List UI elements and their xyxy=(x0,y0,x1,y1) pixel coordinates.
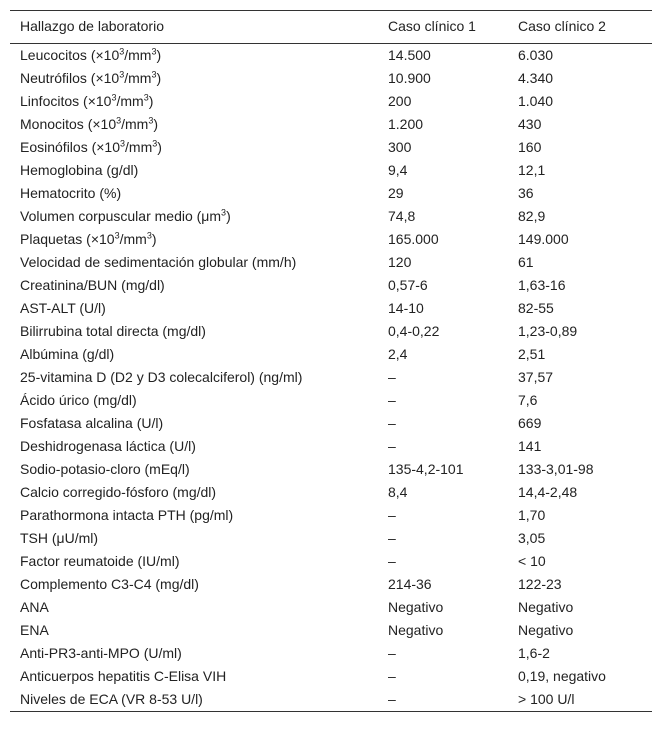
row-label xyxy=(10,688,388,712)
caso-1-value: 165.000 xyxy=(388,231,439,247)
table-row xyxy=(10,159,652,182)
table-row xyxy=(10,642,652,665)
row-label xyxy=(10,297,388,320)
table-row xyxy=(10,205,652,228)
table-row xyxy=(10,412,652,435)
label-superscript: 3 xyxy=(114,230,120,241)
label-text: Anticuerpos hepatitis C-Elisa VIH xyxy=(20,668,227,684)
caso-2-value: Negativo xyxy=(518,622,574,638)
caso-2-value: 1,23-0,89 xyxy=(518,323,578,339)
table-row xyxy=(10,182,652,205)
caso-1-value: – xyxy=(388,530,396,546)
label-superscript: 3 xyxy=(119,69,125,80)
row-label xyxy=(10,389,388,412)
caso-2-value: 6.030 xyxy=(518,47,554,63)
caso-1-value: 29 xyxy=(388,185,404,201)
label-text: Fosfatasa alcalina (U/l) xyxy=(20,415,164,431)
label-tail: ) xyxy=(157,139,162,155)
row-label xyxy=(10,596,388,619)
row-label xyxy=(10,67,388,90)
label-text: Ácido úrico (mg/dl) xyxy=(20,392,137,408)
caso-1-value: 8,4 xyxy=(388,484,408,500)
caso-2-value: < 10 xyxy=(518,553,546,569)
label-unit: /mm xyxy=(121,116,149,132)
label-superscript: 3 xyxy=(111,92,117,103)
label-unit: /mm xyxy=(124,47,152,63)
row-label xyxy=(10,573,388,596)
caso-2-value: 669 xyxy=(518,415,542,431)
caso-2-value: 141 xyxy=(518,438,542,454)
caso-2-value: 1,6-2 xyxy=(518,645,550,661)
table-row xyxy=(10,619,652,642)
caso-1-value: – xyxy=(388,392,396,408)
caso-1-value: 74,8 xyxy=(388,208,416,224)
row-label xyxy=(10,412,388,435)
caso-1-value: 2,4 xyxy=(388,346,408,362)
label-text: ENA xyxy=(20,622,49,638)
label-text: TSH (μU/ml) xyxy=(20,530,99,546)
row-label xyxy=(10,274,388,297)
caso-1-value: 200 xyxy=(388,93,412,109)
label-tail: ) xyxy=(156,47,162,63)
row-label xyxy=(10,343,388,366)
table-body xyxy=(10,44,652,712)
caso-1-value: 0,57-6 xyxy=(388,277,428,293)
caso-1-value: 120 xyxy=(388,254,412,270)
table-row xyxy=(10,274,652,297)
table-row xyxy=(10,228,652,251)
label-superscript: 3 xyxy=(120,138,126,149)
label-text: Leucocitos (×10 xyxy=(20,47,120,63)
caso-2-value: 0,19, negativo xyxy=(518,668,606,684)
caso-1-value: – xyxy=(388,415,396,431)
label-text: Hemoglobina (g/dl) xyxy=(20,162,139,178)
caso-2-value: 61 xyxy=(518,254,534,270)
table-row xyxy=(10,596,652,619)
label-text: Parathormona intacta PTH (pg/ml) xyxy=(20,507,234,523)
label-text: Neutrófilos (×10 xyxy=(20,70,120,86)
label-text: Velocidad de sedimentación globular (mm/h) xyxy=(20,254,297,270)
caso-1-value: 0,4-0,22 xyxy=(388,323,440,339)
caso-1-value: 14-10 xyxy=(388,300,424,316)
caso-1-value: – xyxy=(388,507,396,523)
row-label xyxy=(10,435,388,458)
table-row xyxy=(10,665,652,688)
caso-2-value: 1.040 xyxy=(518,93,554,109)
caso-1-value: – xyxy=(388,553,396,569)
row-label xyxy=(10,113,388,136)
header-caso-2: Caso clínico 2 xyxy=(518,11,652,44)
label-superscript: 3 xyxy=(152,138,158,149)
caso-2-value: > 100 U/l xyxy=(518,688,652,712)
label-tail: ) xyxy=(153,116,159,132)
label-tail: ) xyxy=(148,93,154,109)
table-row xyxy=(10,90,652,113)
table-row xyxy=(10,389,652,412)
caso-2-value: Negativo xyxy=(518,599,574,615)
label-text: Eosinófilos (×10 xyxy=(20,139,121,155)
label-superscript: 3 xyxy=(143,92,149,103)
label-text: Linfocitos (×10 xyxy=(20,93,112,109)
caso-1-value: 135-4,2-101 xyxy=(388,461,464,477)
label-superscript: 3 xyxy=(151,46,157,57)
table-row xyxy=(10,136,652,159)
caso-2-value: 82-55 xyxy=(518,300,554,316)
caso-2-value: 1,70 xyxy=(518,507,546,523)
label-unit: /mm xyxy=(116,93,144,109)
row-label xyxy=(10,44,388,68)
table-row xyxy=(10,458,652,481)
label-text: Factor reumatoide (IU/ml) xyxy=(20,553,180,569)
label-text: Anti-PR3-anti-MPO (U/ml) xyxy=(20,645,182,661)
label-text: Sodio-potasio-cloro (mEq/l) xyxy=(20,461,190,477)
label-text: Hematocrito (%) xyxy=(20,185,122,201)
row-label xyxy=(10,481,388,504)
table-row xyxy=(10,550,652,573)
label-text: Creatinina/BUN (mg/dl) xyxy=(20,277,165,293)
label-unit: /mm xyxy=(124,70,152,86)
table-row xyxy=(10,481,652,504)
row-label xyxy=(10,228,388,251)
caso-2-value: 133-3,01-98 xyxy=(518,461,594,477)
caso-2-value: 122-23 xyxy=(518,576,562,592)
row-label xyxy=(10,90,388,113)
label-tail: ) xyxy=(156,70,162,86)
header-caso-1: Caso clínico 1 xyxy=(388,11,518,44)
caso-1-value: 10.900 xyxy=(388,70,431,86)
caso-1-value: – xyxy=(388,438,396,454)
row-label xyxy=(10,366,388,389)
table-row xyxy=(10,44,652,68)
label-text: Albúmina (g/dl) xyxy=(20,346,115,362)
table-row xyxy=(10,297,652,320)
caso-1-value: – xyxy=(388,645,396,661)
caso-1-value: – xyxy=(388,688,518,712)
caso-2-value: 37,57 xyxy=(518,369,554,385)
caso-2-value: 149.000 xyxy=(518,231,569,247)
row-label xyxy=(10,642,388,665)
label-unit: /mm xyxy=(125,139,153,155)
table-row xyxy=(10,504,652,527)
caso-2-value: 430 xyxy=(518,116,542,132)
caso-1-value: Negativo xyxy=(388,599,444,615)
label-text: Monocitos (×10 xyxy=(20,116,117,132)
lab-table-container xyxy=(10,10,652,712)
caso-1-value: 214-36 xyxy=(388,576,432,592)
row-label xyxy=(10,182,388,205)
caso-2-value: 14,4-2,48 xyxy=(518,484,578,500)
label-text: ANA xyxy=(20,599,49,615)
table-row xyxy=(10,527,652,550)
row-label xyxy=(10,550,388,573)
caso-1-value: 300 xyxy=(388,139,412,155)
table-row xyxy=(10,343,652,366)
row-label xyxy=(10,320,388,343)
caso-1-value: – xyxy=(388,369,396,385)
row-label xyxy=(10,159,388,182)
table-header xyxy=(10,11,652,44)
row-label xyxy=(10,619,388,642)
caso-2-value: 2,51 xyxy=(518,346,546,362)
label-unit: /mm xyxy=(119,231,147,247)
table-row xyxy=(10,366,652,389)
row-label xyxy=(10,136,388,159)
caso-2-value: 160 xyxy=(518,139,542,155)
caso-2-value: 12,1 xyxy=(518,162,546,178)
caso-1-value: – xyxy=(388,668,396,684)
label-superscript: 3 xyxy=(116,115,122,126)
label-text: Deshidrogenasa láctica (U/l) xyxy=(20,438,196,454)
caso-2-value: 4.340 xyxy=(518,70,554,86)
table-row xyxy=(10,435,652,458)
label-text: Complemento C3-C4 (mg/dl) xyxy=(20,576,199,592)
label-text: Calcio corregido-fósforo (mg/dl) xyxy=(20,484,217,500)
label-tail: ) xyxy=(226,208,231,224)
caso-2-value: 7,6 xyxy=(518,392,538,408)
caso-2-value: 82,9 xyxy=(518,208,546,224)
caso-2-value: 36 xyxy=(518,185,534,201)
row-label xyxy=(10,504,388,527)
caso-1-value: 1.200 xyxy=(388,116,424,132)
table-row xyxy=(10,113,652,136)
label-superscript: 3 xyxy=(119,46,125,57)
caso-1-value: Negativo xyxy=(388,622,444,638)
row-label xyxy=(10,251,388,274)
header-row xyxy=(10,11,652,44)
label-superscript: 3 xyxy=(151,69,157,80)
table-row xyxy=(10,251,652,274)
row-label xyxy=(10,665,388,688)
row-label xyxy=(10,527,388,550)
header-hallazgo: Hallazgo de laboratorio xyxy=(10,11,388,44)
row-label xyxy=(10,458,388,481)
lab-findings-table xyxy=(10,10,652,712)
table-row xyxy=(10,67,652,90)
caso-1-value: 9,4 xyxy=(388,162,408,178)
table-row xyxy=(10,573,652,596)
caso-2-value: 1,63-16 xyxy=(518,277,566,293)
caso-1-value: 14.500 xyxy=(388,47,431,63)
label-text: Niveles de ECA (VR 8-53 U/l) xyxy=(20,691,203,707)
label-text: Bilirrubina total directa (mg/dl) xyxy=(20,323,206,339)
label-tail: ) xyxy=(151,231,157,247)
row-label xyxy=(10,205,388,228)
table-row xyxy=(10,688,652,712)
caso-2-value: 3,05 xyxy=(518,530,546,546)
table-row xyxy=(10,320,652,343)
label-text: Plaquetas (×10 xyxy=(20,231,115,247)
label-superscript: 3 xyxy=(148,115,154,126)
label-superscript: 3 xyxy=(221,207,227,218)
label-text: Volumen corpuscular medio (μm xyxy=(20,208,222,224)
label-text: AST-ALT (U/l) xyxy=(20,300,106,316)
label-text: 25-vitamina D (D2 y D3 colecalciferol) (ng/ml) xyxy=(20,369,303,385)
label-superscript: 3 xyxy=(146,230,152,241)
